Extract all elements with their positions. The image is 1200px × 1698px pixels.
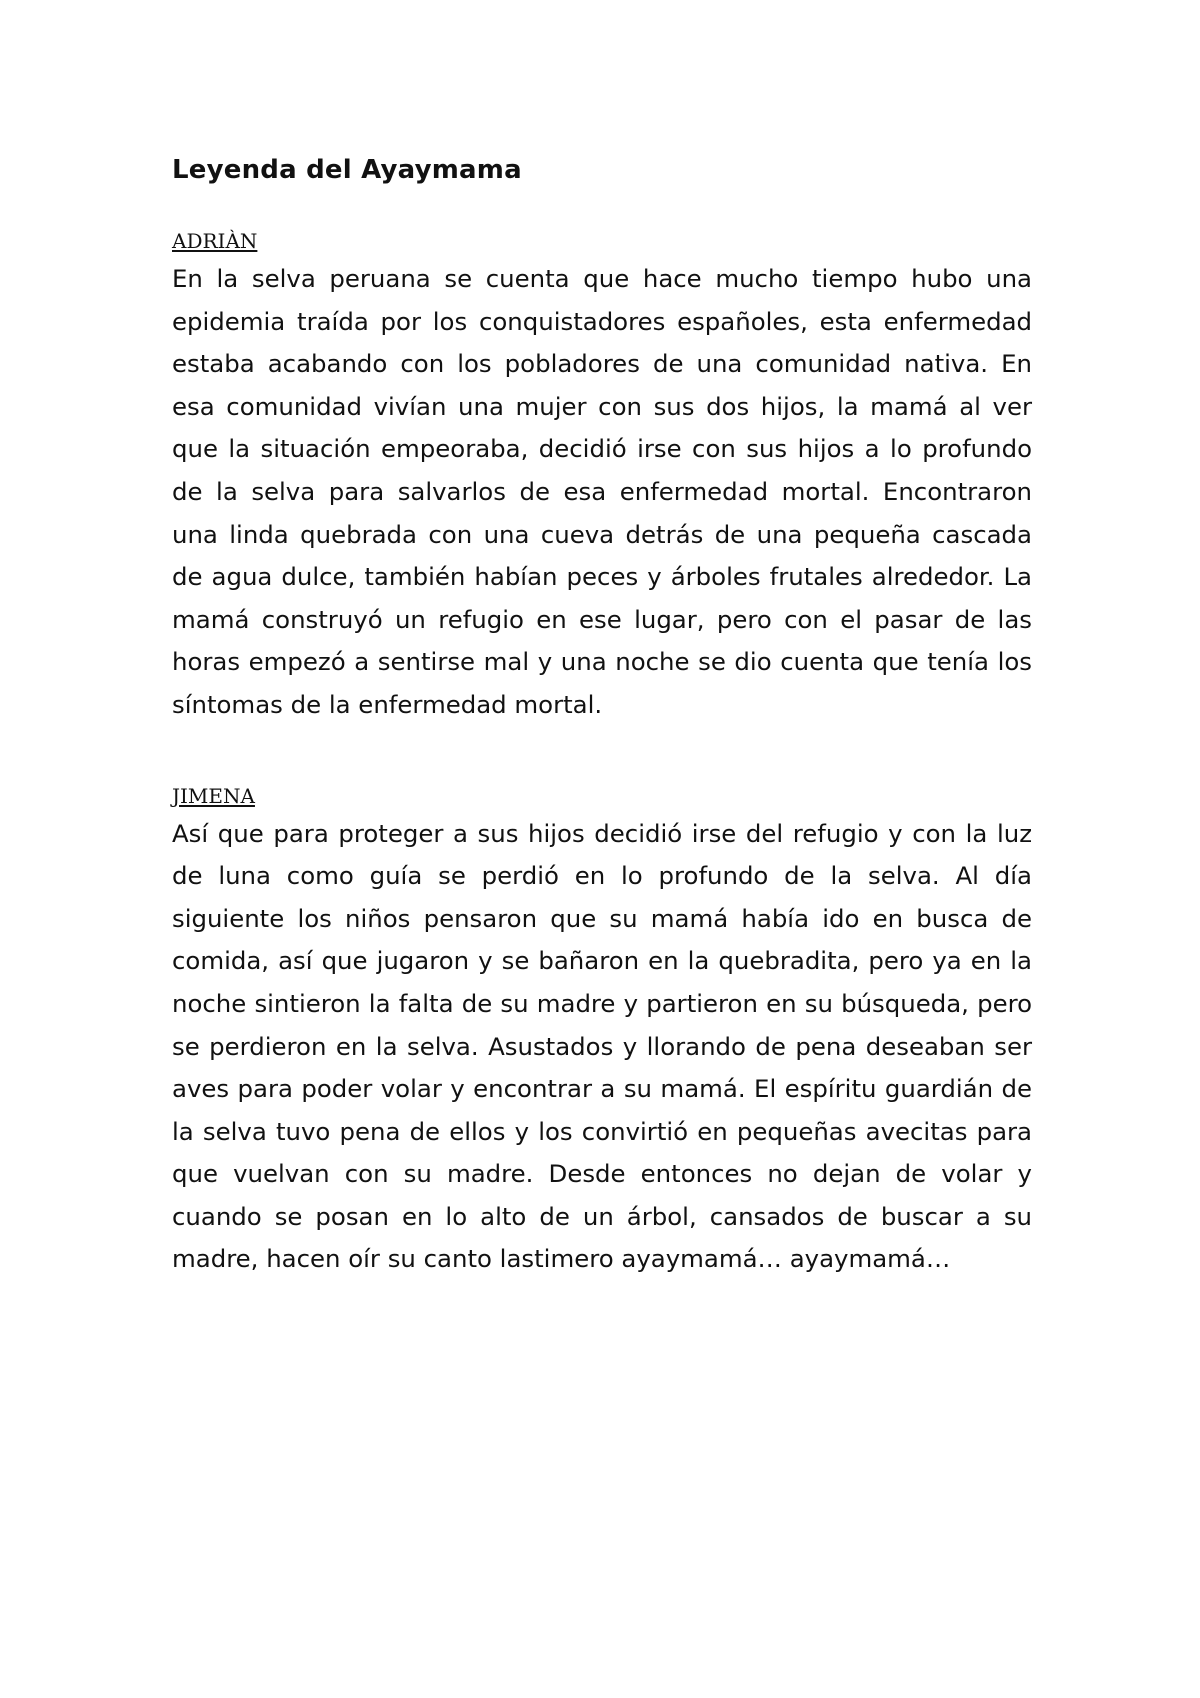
section-paragraph: En la selva peruana se cuenta que hace mucho tiempo hubo una epidemia traída por los conquistadores españoles, esta enfermedad estaba acabando con los pobladores de una comunidad nativa. En esa comunidad vivían una mujer con sus dos hijos, la mamá al ver que la situación empeoraba, decidió irse con sus hijos a lo profundo de la selva para salvarlos de esa enfermedad mortal. Encontraron una linda quebrada con una cueva detrás de una pequeña cascada de agua dulce, también habían peces y árboles frutales alrededor. La mamá construyó un refugio en ese lugar, pero con el pasar de las horas empezó a sentirse mal y una noche se dio cuenta que tenía los síntomas de la enfermedad mortal.	[172, 264, 1032, 719]
section-paragraph: Así que para proteger a sus hijos decidió irse del refugio y con la luz de luna como guía se perdió en lo profundo de la selva. Al día siguiente los niños pensaron que su mamá había ido en busca de comida, así que jugaron y se bañaron en la quebradita, pero ya en la noche sintieron la falta de su madre y partieron en su búsqueda, pero se perdieron en la selva. Asustados y llorando de pena deseaban ser aves para poder volar y encontrar a su mamá. El espíritu guardián de la selva tuvo pena de ellos y los convirtió en pequeñas avecitas para que vuelvan con su madre. Desde entonces no dejan de volar y cuando se posan en lo alto de un árbol, cansados de buscar a su madre, hacen oír su canto lastimero ayaymamá… ayaymamá…	[172, 818, 1032, 1274]
speaker-label: JIMENA	[172, 783, 255, 808]
section-adrian	[172, 228, 1032, 727]
document-body	[172, 150, 1032, 1281]
section-jimena	[172, 783, 1032, 1282]
page-title: Leyenda del Ayaymama	[172, 155, 522, 185]
speaker-label: ADRIÀN	[172, 229, 258, 253]
section-divider-space	[172, 727, 1032, 783]
